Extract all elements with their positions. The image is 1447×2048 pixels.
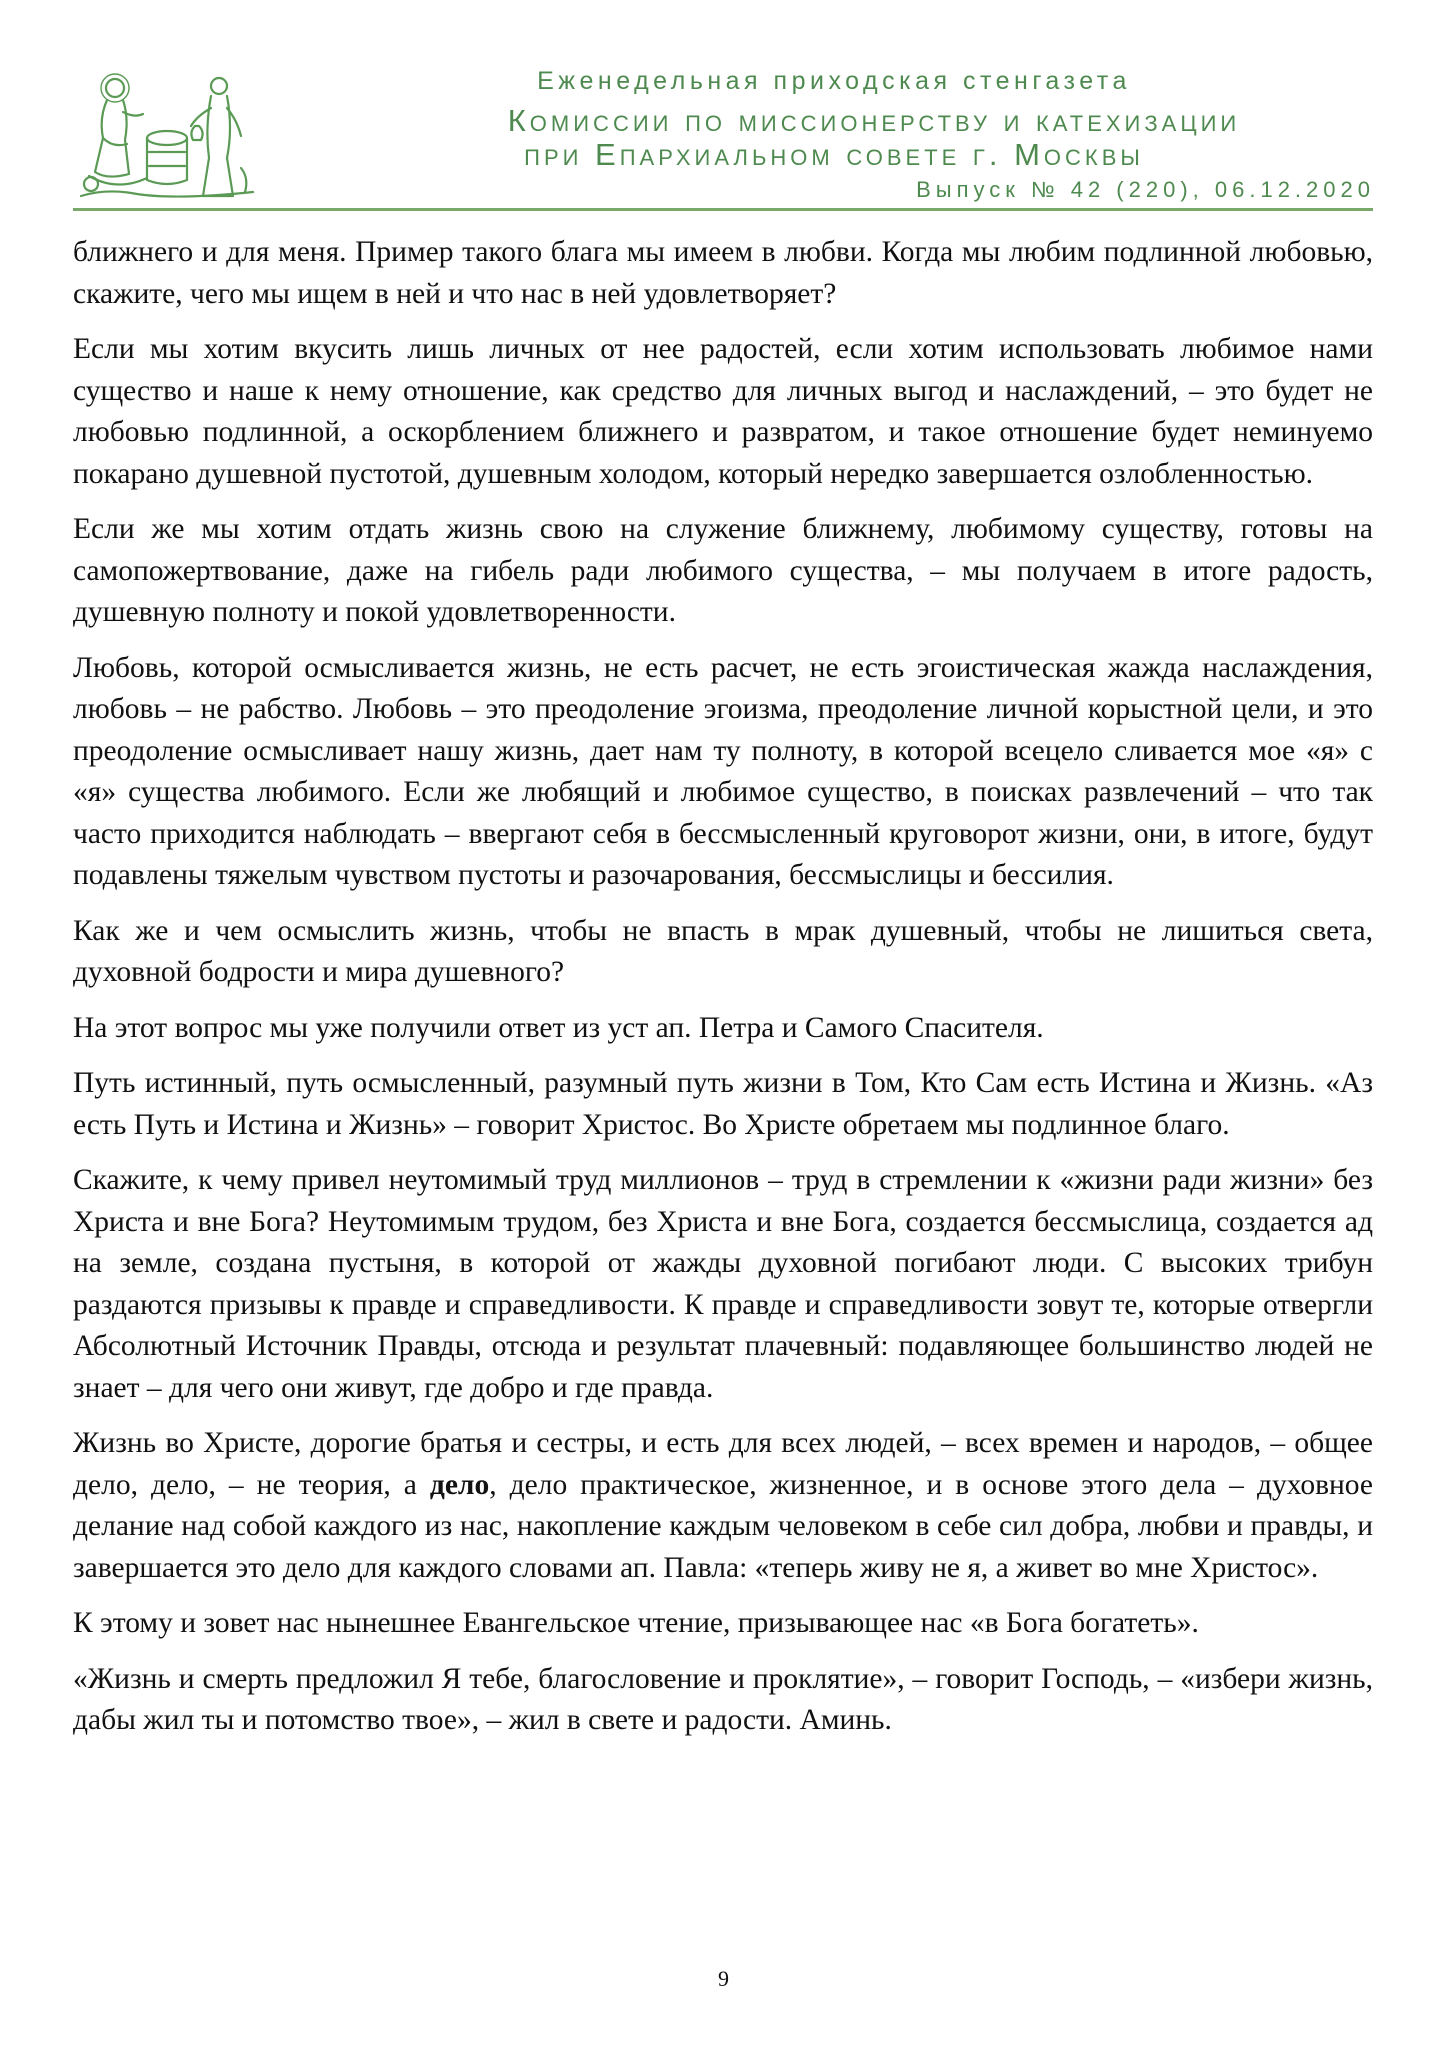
bold-word: дело — [429, 1468, 490, 1501]
christ-and-samaritan-woman-icon — [77, 68, 257, 204]
header-title-line-1: Комиссии по миссионерству и катехизации — [507, 103, 1241, 138]
page-header — [73, 60, 1373, 210]
paragraph: Любовь, которой осмысливается жизнь, не есть расчет, не есть эгоистическая жажда наслаждения, любовь – не рабство. Любовь – это преодоление эгоизма, преодоление личной корыстной цели, и это преодоление осмысливает нашу жизнь, дает нам ту полноту, в которой всецело сливается мое «я» с «я» существа любимого. Если же любящий и любимое существо, в поисках развлечений – что так часто приходится наблюдать – ввергают себя в бессмысленный круговорот жизни, они, в итоге, будут подавлены тяжелым чувством пустоты и разочарования, бессмыслицы и бессилия. — [73, 651, 1373, 891]
paragraph: Если же мы хотим отдать жизнь свою на служение ближнему, любимому существу, готовы на самопожертвование, даже на гибель ради любимого существа, – мы получаем в итоге радость, душевную полноту и покой удовлетворенности. — [73, 513, 1373, 628]
header-text — [373, 66, 1375, 206]
page-number: 9 — [718, 1966, 729, 1991]
paragraph-with-bold — [73, 1423, 1373, 1589]
paragraph: На этот вопрос мы уже получили ответ из уст ап. Петра и Самого Спасителя. — [73, 1011, 1044, 1044]
header-title-line-2: при Епархиальном совете г. Москвы — [524, 137, 1144, 172]
paragraph-text-before: Жизнь во Христе, дорогие братья и сестры, и есть для всех людей, – всех времен и народов, – общее дело, дело, – не теория, а — [73, 1427, 1373, 1501]
paragraph: Как же и чем осмыслить жизнь, чтобы не впасть в мрак душевный, чтобы не лишиться света, духовной бодрости и мира душевного? — [73, 914, 1373, 988]
paragraph: К этому и зовет нас нынешнее Евангельское чтение, призывающее нас «в Бога богатеть». — [73, 1607, 1199, 1639]
paragraph-text-after: , дело практическое, жизненное, и в основе этого дела – духовное делание над собой каждого из нас, накопление каждым человеком в себе сил добра, любви и правды, и завершается это дело для каждого словами ап. Павла: «теперь живу не я, а живет во мне Христос». — [73, 1468, 1373, 1584]
paragraph: Если мы хотим вкусить лишь личных от нее радостей, если хотим использовать любимое нами существо и наше к нему отношение, как средство для личных выгод и наслаждений, – это будет не любовью подлинной, а оскорблением ближнего и развратом, и такое отношение будет неминуемо покарано душевной пустотой, душевным холодом, который нередко завершается озлобленностью. — [73, 333, 1373, 490]
paragraph: ближнего и для меня. Пример такого блага мы имеем в любви. Когда мы любим подлинной любовью, скажите, чего мы ищем в ней и что нас в ней удовлетворяет? — [73, 236, 1373, 310]
paragraph: Скажите, к чему привел неутомимый труд миллионов – труд в стремлении к «жизни ради жизни» без Христа и вне Бога? Неутомимым трудом, без Христа и вне Бога, создается бессмыслица, создается ад на земле, создана пустыня, в которой от жажды духовной погибают люди. С высоких трибун раздаются призывы к правде и справедливости. К правде и справедливости зовут те, которые отвергли Абсолютный Источник Правды, отсюда и результат плачевный: подавляющее большинство людей не знает – для чего они живут, где добро и где правда. — [73, 1164, 1373, 1404]
paragraph: «Жизнь и смерть предложил Я тебе, благословение и проклятие», – говорит Господь, – «избери жизнь, дабы жил ты и потомство твое», – жил в свете и радости. Аминь. — [73, 1662, 1373, 1736]
article-body — [73, 232, 1373, 1756]
issue-number: Выпуск № 42 (220), 06.12.2020 — [916, 177, 1375, 202]
paragraph: Путь истинный, путь осмысленный, разумный путь жизни в Том, Кто Сам есть Истина и Жизнь. «Аз есть Путь и Истина и Жизнь» – говорит Христос. Во Христе обретаем мы подлинное благо. — [73, 1067, 1373, 1141]
header-subtitle: Еженедельная приходская стенгазета — [537, 67, 1131, 95]
header-divider — [73, 208, 1373, 211]
